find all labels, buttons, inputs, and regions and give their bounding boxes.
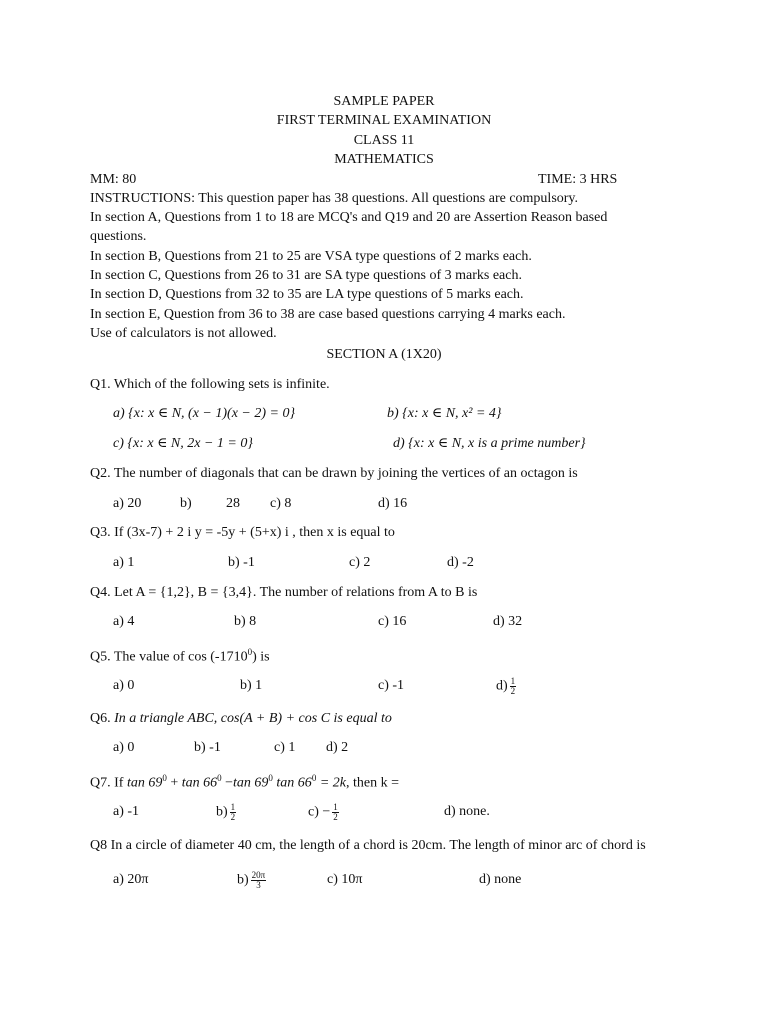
option-a: a) 0 <box>113 678 135 693</box>
option-c: c) − $\frac{1}{2}$ <box>308 802 338 822</box>
exam-name: FIRST TERMINAL EXAMINATION <box>276 113 492 128</box>
class-name: CLASS 11 <box>353 133 415 148</box>
question-text: Q3. If (3x-7) + 2 i y = -5y + (5+x) i , then x is equal to <box>90 525 395 540</box>
option-a: a) 0 <box>113 740 135 755</box>
section-title: SECTION A (1X20) <box>326 347 442 362</box>
instruction-line: In section A, Questions from 1 to 18 are MCQ's and Q19 and 20 are Assertion Reason based <box>90 210 608 225</box>
subject-name: MATHEMATICS <box>334 152 434 167</box>
option-a: a) 20 <box>113 496 142 511</box>
option-b: b) {x: x ∈ N, x² = 4} <box>387 406 502 421</box>
option-d: d) 32 <box>493 614 523 629</box>
option-b: b) -1 <box>194 740 221 755</box>
option-b: b) 1 <box>240 678 263 693</box>
option-d: d) -2 <box>447 555 474 570</box>
fraction: $\frac{1}{2}$ <box>510 676 516 696</box>
instruction-line: INSTRUCTIONS: This question paper has 38 questions. All questions are compulsory. <box>90 191 579 206</box>
option-a: a) 20π <box>113 872 149 887</box>
option-d: d) 16 <box>378 496 408 511</box>
question-text: Q8 In a circle of diameter 40 cm, the length of a chord is 20cm. The length of minor arc of chord is <box>90 838 646 853</box>
option-a: a) {x: x ∈ N, (x − 1)(x − 2) = 0} <box>113 406 296 421</box>
option-c: c) 2 <box>349 555 371 570</box>
option-c: c) 10π <box>327 872 363 887</box>
option-a: a) 4 <box>113 614 135 629</box>
question-text: Q2. The number of diagonals that can be drawn by joining the vertices of an octagon is <box>90 466 578 481</box>
question-text: Q7. If $\tan 69^0 + \tan 66^0 -\tan$ $69^0$ $\tan 66^0 = 2k$, then k = <box>90 773 399 791</box>
paper-title: SAMPLE PAPER <box>333 94 435 109</box>
option-d: d) $\frac{1}{2}$ <box>496 676 516 696</box>
time-limit: TIME: 3 HRS <box>538 172 618 187</box>
option-b-value: 28 <box>226 496 240 511</box>
option-b: b) <box>180 496 192 511</box>
option-b: b) -1 <box>228 555 255 570</box>
option-d: d) 2 <box>326 740 349 755</box>
instruction-line: In section D, Questions from 32 to 35 are LA type questions of 5 marks each. <box>90 287 524 302</box>
option-d: d) {x: x ∈ N, x is a prime number} <box>393 436 586 451</box>
question-text: Q5. The value of cos (-1710$^0$) is <box>90 647 270 665</box>
question-text: Q1. Which of the following sets is infinite. <box>90 377 330 392</box>
option-c: c) {x: x ∈ N, 2x − 1 = 0} <box>113 436 253 451</box>
instruction-line: In section C, Questions from 26 to 31 are SA type questions of 3 marks each. <box>90 268 522 283</box>
option-a: a) -1 <box>113 804 140 819</box>
max-marks: MM: 80 <box>90 172 137 187</box>
option-d: d) none <box>479 872 522 887</box>
question-text: Q4. Let A = {1,2}, B = {3,4}. The number of relations from A to B is <box>90 585 478 600</box>
option-c: c) 1 <box>274 740 296 755</box>
question-text: Q6. In a triangle ABC, cos(A + B) + cos C is equal to <box>90 711 392 726</box>
option-b: b) $\frac{20\pi}{3}$ <box>237 870 266 890</box>
option-b: b) $\frac{1}{2}$ <box>216 802 236 822</box>
fraction: $\frac{1}{2}$ <box>333 802 338 822</box>
option-c: c) -1 <box>378 678 405 693</box>
option-d: d) none. <box>444 804 490 819</box>
instruction-line: questions. <box>90 229 147 244</box>
fraction: $\frac{1}{2}$ <box>230 802 236 822</box>
instruction-line: In section B, Questions from 21 to 25 are VSA type questions of 2 marks each. <box>90 249 532 264</box>
fraction: $\frac{20\pi}{3}$ <box>251 870 266 890</box>
instruction-line: In section E, Question from 36 to 38 are case based questions carrying 4 marks each. <box>90 307 566 322</box>
option-c: c) 16 <box>378 614 407 629</box>
option-a: a) 1 <box>113 555 135 570</box>
instruction-line: Use of calculators is not allowed. <box>90 326 277 341</box>
option-c: c) 8 <box>270 496 292 511</box>
option-b: b) 8 <box>234 614 257 629</box>
